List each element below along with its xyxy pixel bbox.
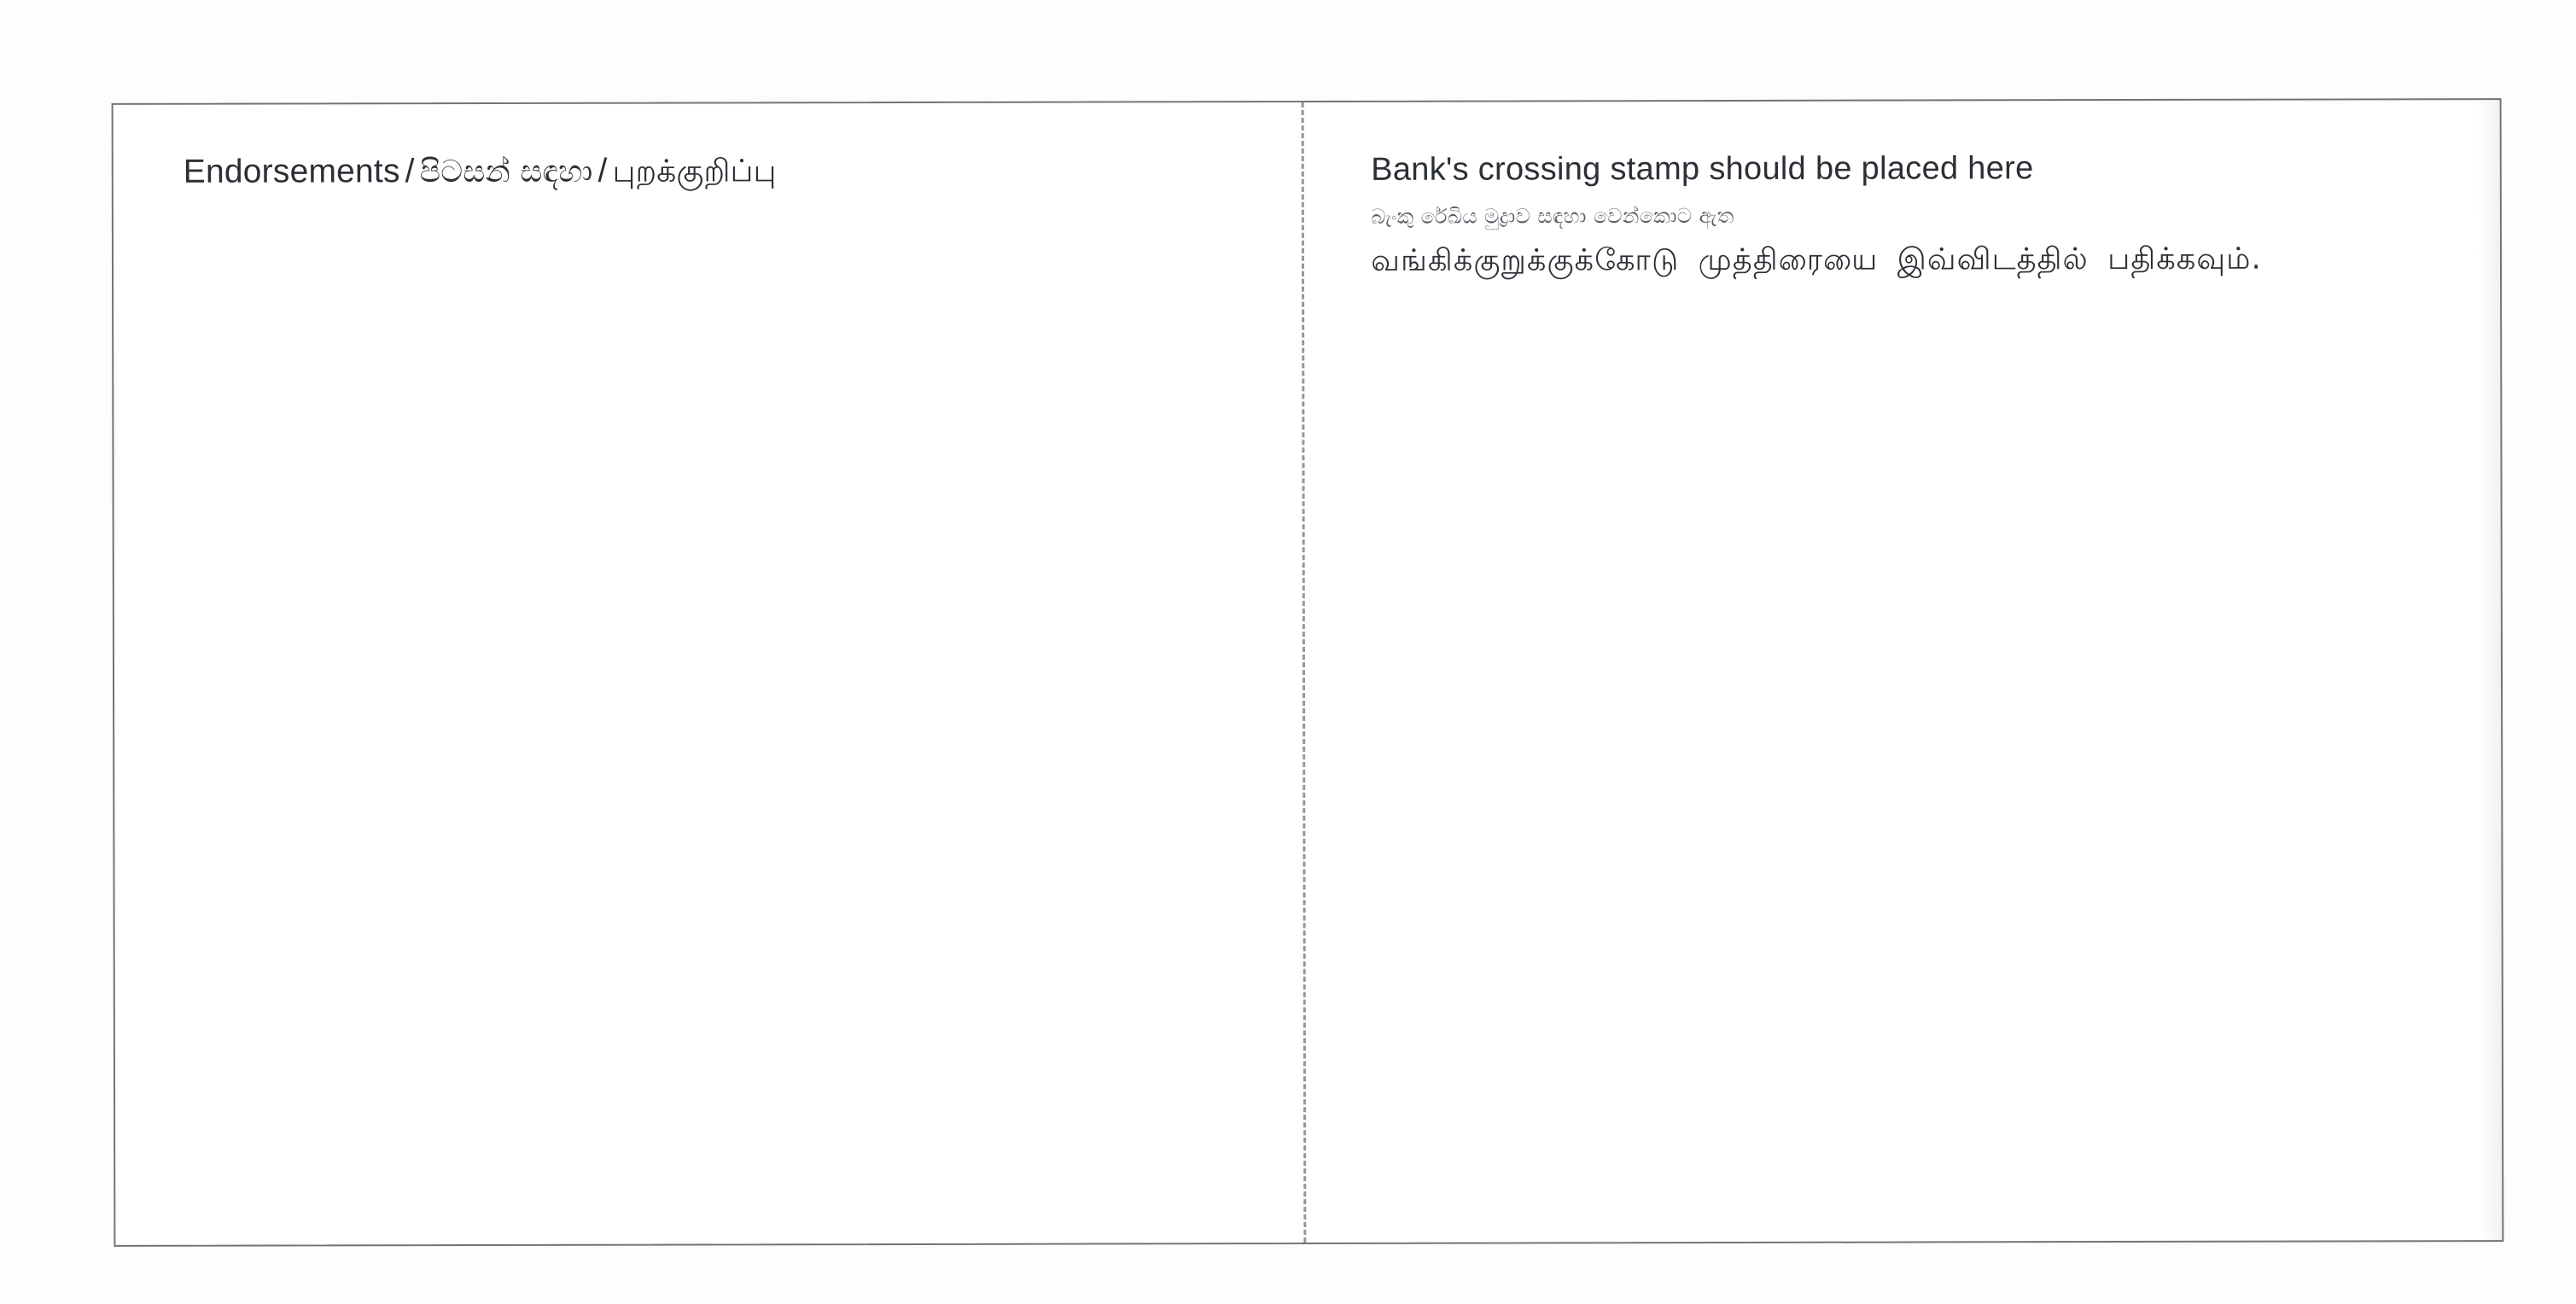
label-separator-1: / (405, 153, 415, 190)
cheque-reverse-card (112, 98, 2504, 1247)
crossing-stamp-note-sinhala: බැංකු රේඛිය මුද්‍රාව සඳහා වෙන්කොට ඇත (1371, 203, 1734, 229)
endorsements-label-english: Endorsements (183, 153, 400, 190)
endorsements-pane (114, 102, 1304, 1245)
endorsements-label-sinhala: පිටසන් සඳහා (419, 154, 593, 190)
endorsements-heading (184, 150, 1303, 193)
crossing-stamp-note-english: Bank's crossing stamp should be placed here (1371, 150, 2034, 188)
cheque-reverse-layout (114, 100, 2503, 1245)
crossing-stamp-pane (1304, 100, 2502, 1243)
label-separator-2: / (597, 152, 608, 189)
crossing-stamp-note-tamil: வங்கிக்குறுக்குக்கோடு முத்திரையை இவ்விடத்தில் பதிக்கவும். (1371, 242, 2262, 278)
endorsements-label-tamil: புறக்குறிப்பு (612, 154, 777, 189)
